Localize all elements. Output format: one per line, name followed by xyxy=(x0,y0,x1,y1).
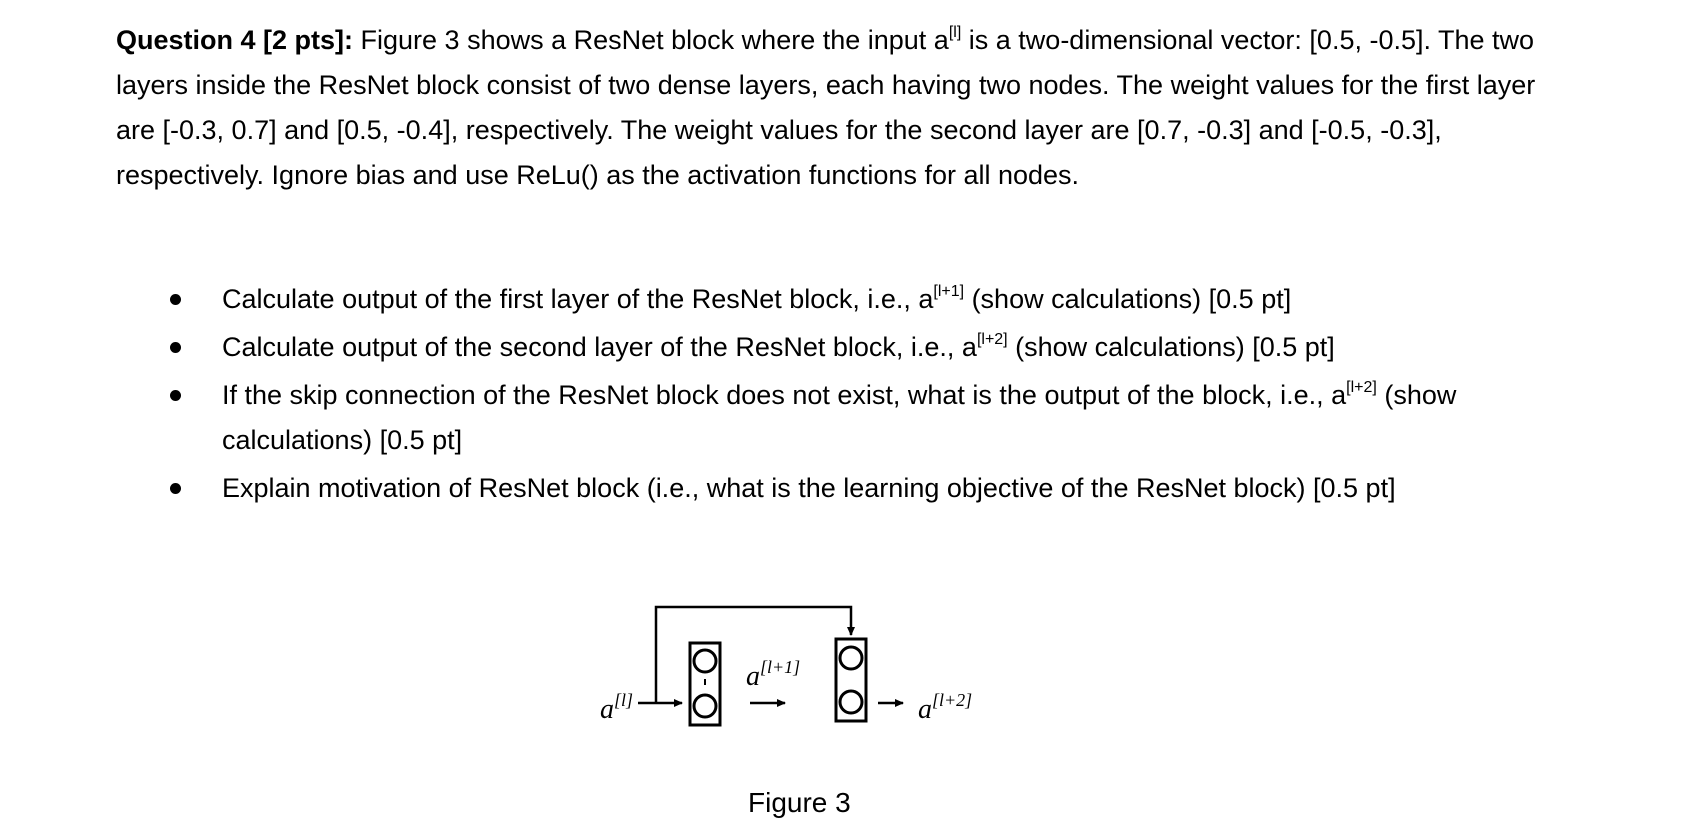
task-text-before: Calculate output of the first layer of the ResNet block, i.e., a xyxy=(222,284,934,314)
task-sup: [l+2] xyxy=(1346,379,1377,396)
figure-caption: Figure 3 xyxy=(748,787,851,818)
question-intro-part2: is a two-dimensional vector: [0.5, -0.5]. The two layers inside the ResNet block consist of two dense layers, each having two nodes. The weight values for the first layer are [-0.3, 0.7] and [0.5, -0.4], respectively. The weight values for the second layer are [0.7, -0.3] and [-0.5, -0.3], respectively. Ignore bias and use ReLu() as the activation functions for all nodes. xyxy=(116,25,1536,190)
bullet-icon xyxy=(170,390,181,401)
task-list xyxy=(170,277,1500,514)
question-paragraph xyxy=(116,18,1536,198)
task-item-3 xyxy=(170,373,1500,463)
task-text-after: (show calculations) [0.5 pt] xyxy=(222,380,1457,455)
bullet-icon xyxy=(170,342,181,353)
task-item-4 xyxy=(170,466,1500,511)
task-sup: [l+2] xyxy=(976,331,1008,348)
task-text-before: If the skip connection of the ResNet block does not exist, what is the output of the block, i.e., a xyxy=(222,380,1347,410)
resnet-diagram xyxy=(580,595,1040,745)
task-item-1 xyxy=(170,277,1500,322)
question-intro-part1: Figure 3 shows a ResNet block where the input a xyxy=(353,25,949,55)
question-heading: Question 4 [2 pts]: xyxy=(116,25,354,55)
output-label: a[l+2] xyxy=(918,690,973,725)
task-item-2 xyxy=(170,325,1500,370)
question-intro-sup: [l] xyxy=(948,24,962,41)
task-text-before: Calculate output of the second layer of the ResNet block, i.e., a xyxy=(222,332,977,362)
task-text-after: (show calculations) [0.5 pt] xyxy=(964,284,1292,314)
resnet-block-figure xyxy=(580,595,1040,745)
bullet-icon xyxy=(170,483,181,494)
input-label: a[l] xyxy=(600,690,634,725)
task-text-after: (show calculations) [0.5 pt] xyxy=(1007,332,1335,362)
task-sup: [l+1] xyxy=(933,283,965,300)
bullet-icon xyxy=(170,294,181,305)
task-text-before: Explain motivation of ResNet block (i.e., what is the learning objective of the ResNet block) [0.5 pt] xyxy=(222,473,1396,503)
middle-label: a[l+1] xyxy=(746,657,801,692)
